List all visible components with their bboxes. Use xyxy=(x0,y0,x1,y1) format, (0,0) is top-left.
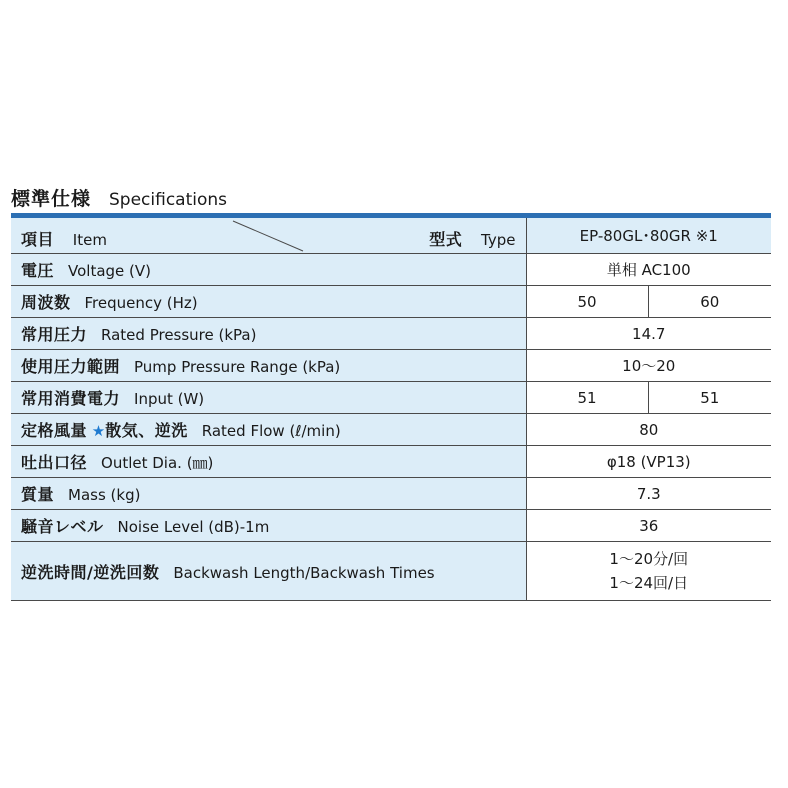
row-value: 単相 AC100 xyxy=(526,254,771,286)
section-title xyxy=(11,184,227,214)
backwash-times: 1～24回/日 xyxy=(609,574,689,592)
row-value-60hz: 60 xyxy=(648,286,771,318)
row-value xyxy=(526,542,771,601)
header-item-en: Item xyxy=(72,231,107,249)
backwash-length: 1～20分/回 xyxy=(609,550,689,568)
table-row: 常用消費電力 Input (W) 51 51 xyxy=(11,382,771,414)
section-title-ja: 標準仕様 xyxy=(11,188,92,210)
row-value: φ18 (VP13) xyxy=(526,446,771,478)
table-row: 定格風量 ★散気、逆洗 Rated Flow (ℓ/min) 80 xyxy=(11,414,771,446)
table-header-row xyxy=(11,218,771,254)
header-item-ja: 項目 xyxy=(21,230,55,249)
table-row: 吐出口径 Outlet Dia. (㎜) φ18 (VP13) xyxy=(11,446,771,478)
row-value: 7.3 xyxy=(526,478,771,510)
row-value: 36 xyxy=(526,510,771,542)
row-value: 10～20 xyxy=(526,350,771,382)
header-item-type-cell xyxy=(11,218,526,254)
row-value-50hz: 51 xyxy=(526,382,648,414)
header-type-en: Type xyxy=(481,231,516,249)
row-value-60hz: 51 xyxy=(648,382,771,414)
spec-table xyxy=(11,218,771,601)
table-row: 電圧 Voltage (V) 単相 AC100 xyxy=(11,254,771,286)
row-value: 80 xyxy=(526,414,771,446)
table-row: 常用圧力 Rated Pressure (kPa) 14.7 xyxy=(11,318,771,350)
table-row: 騒音レベル Noise Level (dB)-1m 36 xyxy=(11,510,771,542)
table-row: 周波数 Frequency (Hz) 50 60 xyxy=(11,286,771,318)
section-title-en: Specifications xyxy=(109,190,228,210)
header-model: EP-80GL･80GR ※1 xyxy=(526,218,771,254)
header-type-ja: 型式 xyxy=(429,230,463,249)
row-value-50hz: 50 xyxy=(526,286,648,318)
row-value: 14.7 xyxy=(526,318,771,350)
table-row: 使用圧力範囲 Pump Pressure Range (kPa) 10～20 xyxy=(11,350,771,382)
star-icon: ★ xyxy=(91,422,106,440)
table-row: 逆洗時間/逆洗回数 Backwash Length/Backwash Times 1～20分/回 1～24回/日 xyxy=(11,542,771,601)
table-row: 質量 Mass (kg) 7.3 xyxy=(11,478,771,510)
